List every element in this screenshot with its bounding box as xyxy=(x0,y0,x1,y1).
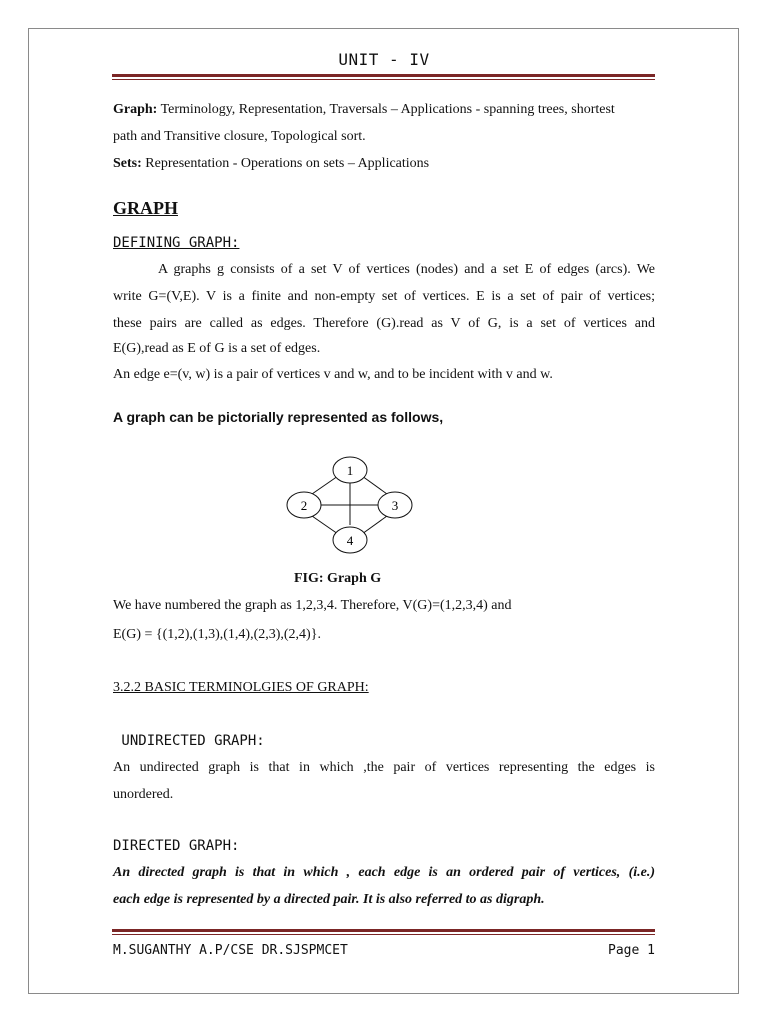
defining-graph-heading: DEFINING GRAPH: xyxy=(113,235,240,251)
definition-line-1: A graphs g consists of a set V of vertices (nodes) and a set E of edges (arcs). We xyxy=(158,262,655,277)
footer-author: M.SUGANTHY A.P/CSE DR.SJSPMCET xyxy=(113,943,348,958)
figure-caption: FIG: Graph G xyxy=(294,571,382,586)
footer-rule-thin xyxy=(112,934,655,935)
node-label-1: 1 xyxy=(346,463,354,478)
intro-sets-line xyxy=(113,156,429,172)
intro-graph-text: Terminology, Representation, Traversals – Applications - spanning trees, shortest xyxy=(160,102,615,117)
undirected-heading: UNDIRECTED GRAPH: xyxy=(113,733,265,749)
directed-line-1: An directed graph is that in which , each edge is an ordered pair of vertices, (i.e.) xyxy=(113,865,655,880)
vertex-set-line: We have numbered the graph as 1,2,3,4. Therefore, V(G)=(1,2,3,4) and xyxy=(113,598,512,613)
header-rule-thin xyxy=(112,79,655,80)
edge-3-4 xyxy=(362,516,387,534)
page-title: UNIT - IV xyxy=(338,50,430,69)
definition-line-4: E(G),read as E of G is a set of edges. xyxy=(113,341,321,356)
edge-set-line: E(G) = {(1,2),(1,3),(1,4),(2,3),(2,4)}. xyxy=(113,627,321,642)
header-rule xyxy=(112,74,655,77)
intro-sets-label: Sets: xyxy=(113,156,142,171)
directed-line-2: each edge is represented by a directed pair. It is also referred to as digraph. xyxy=(113,892,545,907)
footer-rule xyxy=(112,929,655,932)
intro-graph-line1 xyxy=(113,102,615,118)
section-heading: GRAPH xyxy=(113,198,178,218)
directed-heading: DIRECTED GRAPH: xyxy=(113,838,240,854)
intro-sets-text: Representation - Operations on sets – Applications xyxy=(145,156,430,171)
node-label-4: 4 xyxy=(346,533,354,548)
graph-figure xyxy=(280,446,420,558)
footer-page-number: Page 1 xyxy=(608,943,655,958)
edge-definition: An edge e=(v, w) is a pair of vertices v and w, and to be incident with v and w. xyxy=(113,367,553,382)
terminology-heading: 3.2.2 BASIC TERMINOLGIES OF GRAPH: xyxy=(113,680,369,695)
intro-graph-line2: path and Transitive closure, Topological sort. xyxy=(113,129,366,144)
edge-1-3 xyxy=(362,476,387,494)
undirected-line-1: An undirected graph is that in which ,the pair of vertices representing the edges is xyxy=(113,760,655,775)
undirected-line-2: unordered. xyxy=(113,787,174,802)
intro-graph-label: Graph: xyxy=(113,102,158,117)
definition-line-3: these pairs are called as edges. Therefore (G).read as V of G, is a set of vertices and xyxy=(113,316,655,331)
definition-line-2: write G=(V,E). V is a finite and non-empty set of vertices. E is a set of pair of vertices; xyxy=(113,289,655,304)
pictorial-heading: A graph can be pictorially represented as follows, xyxy=(113,409,444,425)
node-label-3: 3 xyxy=(391,498,399,513)
edge-2-4 xyxy=(312,516,338,534)
edge-1-2 xyxy=(312,476,338,494)
node-label-2: 2 xyxy=(300,498,308,513)
